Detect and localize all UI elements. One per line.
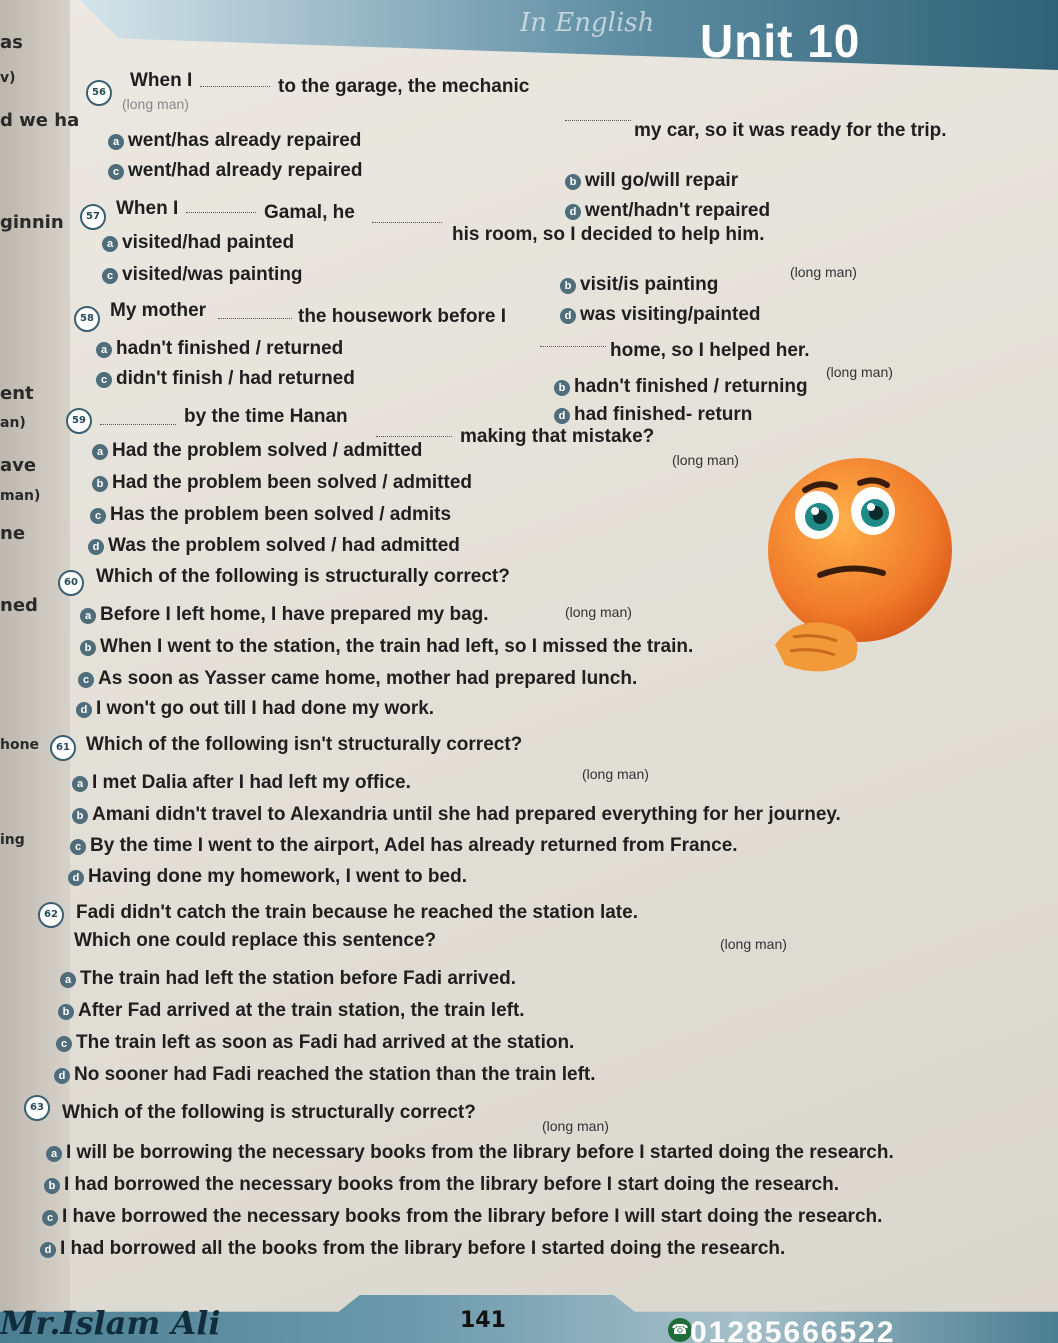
option-letter: c xyxy=(70,839,86,855)
option-text: Before I left home, I have prepared my bag. xyxy=(100,604,489,625)
option-text: The train had left the station before Fadi arrived. xyxy=(80,968,517,989)
question-tag: (long man) xyxy=(826,364,893,380)
margin-fragment: an) xyxy=(0,415,26,431)
question-number: 57 xyxy=(80,204,106,230)
answer-blank xyxy=(540,346,606,347)
answer-blank xyxy=(100,424,176,425)
option-letter: c xyxy=(42,1210,58,1226)
option-a[interactable] xyxy=(60,968,516,990)
option-d[interactable] xyxy=(68,866,467,888)
option-letter: a xyxy=(60,972,76,988)
question-text-part: Which of the following isn't structurally correct? xyxy=(86,734,523,755)
subject-title: In English xyxy=(520,8,655,38)
option-b[interactable] xyxy=(58,1000,525,1022)
option-text: was visiting/painted xyxy=(580,304,761,325)
option-c[interactable] xyxy=(56,1032,574,1054)
option-a[interactable] xyxy=(46,1142,894,1164)
option-d[interactable] xyxy=(88,535,460,557)
option-text: Had the problem been solved / admitted xyxy=(112,472,473,493)
question-tag: (long man) xyxy=(122,96,189,112)
option-letter: b xyxy=(44,1178,60,1194)
question-text-part: Which one could replace this sentence? xyxy=(74,930,437,951)
question-text-part: to the garage, the mechanic xyxy=(278,76,530,97)
option-letter: b xyxy=(92,476,108,492)
question-tag: (long man) xyxy=(542,1118,609,1134)
option-letter: c xyxy=(102,268,118,284)
option-a[interactable] xyxy=(92,440,422,462)
margin-fragment: ne xyxy=(0,523,26,544)
question-number: 56 xyxy=(86,80,112,106)
option-text: I had borrowed all the books from the library before I started doing the research. xyxy=(60,1238,786,1259)
option-text: went/had already repaired xyxy=(128,160,363,181)
question-text-part: home, so I helped her. xyxy=(610,340,810,361)
question-number: 58 xyxy=(74,306,100,332)
option-a[interactable] xyxy=(102,232,294,254)
option-letter: d xyxy=(565,204,581,220)
question-text-part: When I xyxy=(130,70,193,91)
answer-blank xyxy=(186,212,256,213)
option-text: I had borrowed the necessary books from the library before I start doing the research. xyxy=(64,1174,839,1195)
option-letter: d xyxy=(554,408,570,424)
answer-blank xyxy=(200,86,270,87)
option-letter: a xyxy=(108,134,124,150)
option-text: Has the problem been solved / admits xyxy=(110,504,452,525)
option-text: hadn't finished / returned xyxy=(116,338,344,359)
option-b[interactable] xyxy=(560,274,718,296)
option-a[interactable] xyxy=(108,130,361,152)
option-text: I have borrowed the necessary books from the library before I will start doing the research. xyxy=(62,1206,883,1227)
question-text-part: Gamal, he xyxy=(264,202,355,223)
question-tag: (long man) xyxy=(790,264,857,280)
option-letter: d xyxy=(88,539,104,555)
option-d[interactable] xyxy=(565,200,770,222)
option-text: Amani didn't travel to Alexandria until she had prepared everything for her journey. xyxy=(92,804,841,825)
option-letter: c xyxy=(56,1036,72,1052)
option-d[interactable] xyxy=(554,404,752,426)
option-letter: b xyxy=(80,640,96,656)
page-number: 141 xyxy=(460,1308,506,1333)
margin-fragment: ent xyxy=(0,383,34,404)
thinking-face-emoji xyxy=(765,455,955,685)
option-b[interactable] xyxy=(80,636,693,658)
option-letter: c xyxy=(96,372,112,388)
option-letter: b xyxy=(565,174,581,190)
question-number: 63 xyxy=(24,1095,50,1121)
option-b[interactable] xyxy=(44,1174,839,1196)
option-c[interactable] xyxy=(96,368,355,390)
option-c[interactable] xyxy=(42,1206,882,1228)
option-letter: d xyxy=(40,1242,56,1258)
option-letter: b xyxy=(58,1004,74,1020)
option-letter: a xyxy=(102,236,118,252)
margin-fragment: ing xyxy=(0,832,25,848)
option-text: Was the problem solved / had admitted xyxy=(108,535,460,556)
option-c[interactable] xyxy=(108,160,362,182)
question-text-part: My mother xyxy=(110,300,207,321)
answer-blank xyxy=(218,318,292,319)
option-text: had finished- return xyxy=(574,404,753,425)
option-letter: b xyxy=(72,808,88,824)
option-letter: a xyxy=(96,342,112,358)
option-text: No sooner had Fadi reached the station than the train left. xyxy=(74,1064,596,1085)
option-text: After Fad arrived at the train station, the train left. xyxy=(78,1000,525,1021)
author-name: Mr.Islam Ali xyxy=(0,1304,221,1342)
option-letter: c xyxy=(108,164,124,180)
option-letter: b xyxy=(560,278,576,294)
option-text: I won't go out till I had done my work. xyxy=(96,698,435,719)
option-text: I will be borrowing the necessary books from the library before I started doing the research. xyxy=(66,1142,894,1163)
option-letter: a xyxy=(80,608,96,624)
option-b[interactable] xyxy=(72,804,841,826)
margin-fragment: hone xyxy=(0,737,40,753)
option-letter: a xyxy=(72,776,88,792)
question-text-part: Which of the following is structurally correct? xyxy=(62,1102,476,1123)
option-text: visited/had painted xyxy=(122,232,295,253)
option-c[interactable] xyxy=(78,668,637,690)
answer-blank xyxy=(565,120,631,121)
option-d[interactable] xyxy=(76,698,434,720)
option-text: went/hadn't repaired xyxy=(585,200,771,221)
option-a[interactable] xyxy=(80,604,489,626)
option-text: I met Dalia after I had left my office. xyxy=(92,772,411,793)
option-d[interactable] xyxy=(560,304,761,326)
option-letter: a xyxy=(46,1146,62,1162)
question-text-part: my car, so it was ready for the trip. xyxy=(634,120,947,141)
option-letter: d xyxy=(54,1068,70,1084)
question-text-part: Fadi didn't catch the train because he reached the station late. xyxy=(76,902,638,923)
margin-fragment: v) xyxy=(0,70,16,86)
margin-fragment: ginnin xyxy=(0,212,64,233)
margin-fragment: ned xyxy=(0,595,38,616)
option-b[interactable] xyxy=(554,376,808,398)
option-letter: c xyxy=(78,672,94,688)
option-c[interactable] xyxy=(70,835,738,857)
question-text-part: the housework before I xyxy=(298,306,506,327)
option-c[interactable] xyxy=(90,504,451,526)
phone-icon: ☎ xyxy=(668,1318,692,1342)
option-letter: a xyxy=(92,444,108,460)
option-text: didn't finish / had returned xyxy=(116,368,355,389)
question-number: 59 xyxy=(66,408,92,434)
option-b[interactable] xyxy=(565,170,738,192)
option-text: hadn't finished / returning xyxy=(574,376,808,397)
option-letter: c xyxy=(90,508,106,524)
option-a[interactable] xyxy=(72,772,411,794)
option-d[interactable] xyxy=(54,1064,596,1086)
margin-fragment: ave xyxy=(0,455,37,476)
option-text: As soon as Yasser came home, mother had prepared lunch. xyxy=(98,668,638,689)
option-letter: b xyxy=(554,380,570,396)
question-tag: (long man) xyxy=(582,766,649,782)
option-text: visited/was painting xyxy=(122,264,303,285)
question-number: 60 xyxy=(58,570,84,596)
margin-fragment: man) xyxy=(0,488,41,504)
question-text-part: his room, so I decided to help him. xyxy=(452,224,765,245)
unit-title: Unit 10 xyxy=(700,15,861,67)
option-b[interactable] xyxy=(92,472,472,494)
answer-blank xyxy=(372,222,442,223)
option-text: The train left as soon as Fadi had arrived at the station. xyxy=(76,1032,575,1053)
option-text: Had the problem solved / admitted xyxy=(112,440,423,461)
margin-fragment: d we ha xyxy=(0,110,80,131)
question-text-part: by the time Hanan xyxy=(184,406,348,427)
question-number: 61 xyxy=(50,735,76,761)
question-text-part: making that mistake? xyxy=(460,426,655,447)
question-tag: (long man) xyxy=(720,936,787,952)
phone-number: 01285666522 xyxy=(690,1316,896,1343)
option-c[interactable] xyxy=(102,264,303,286)
option-letter: d xyxy=(560,308,576,324)
option-letter: d xyxy=(76,702,92,718)
option-text: went/has already repaired xyxy=(128,130,362,151)
option-d[interactable] xyxy=(40,1238,785,1260)
option-text: Having done my homework, I went to bed. xyxy=(88,866,467,887)
option-letter: d xyxy=(68,870,84,886)
option-a[interactable] xyxy=(96,338,343,360)
margin-fragment: as xyxy=(0,32,23,53)
option-text: will go/will repair xyxy=(585,170,739,191)
question-tag: (long man) xyxy=(565,604,632,620)
question-number: 62 xyxy=(38,902,64,928)
option-text: By the time I went to the airport, Adel has already returned from France. xyxy=(90,835,738,856)
option-text: visit/is painting xyxy=(580,274,719,295)
option-text: When I went to the station, the train had left, so I missed the train. xyxy=(100,636,694,657)
question-tag: (long man) xyxy=(672,452,739,468)
question-text-part: Which of the following is structurally correct? xyxy=(96,566,510,587)
answer-blank xyxy=(376,436,452,437)
question-text-part: When I xyxy=(116,198,179,219)
